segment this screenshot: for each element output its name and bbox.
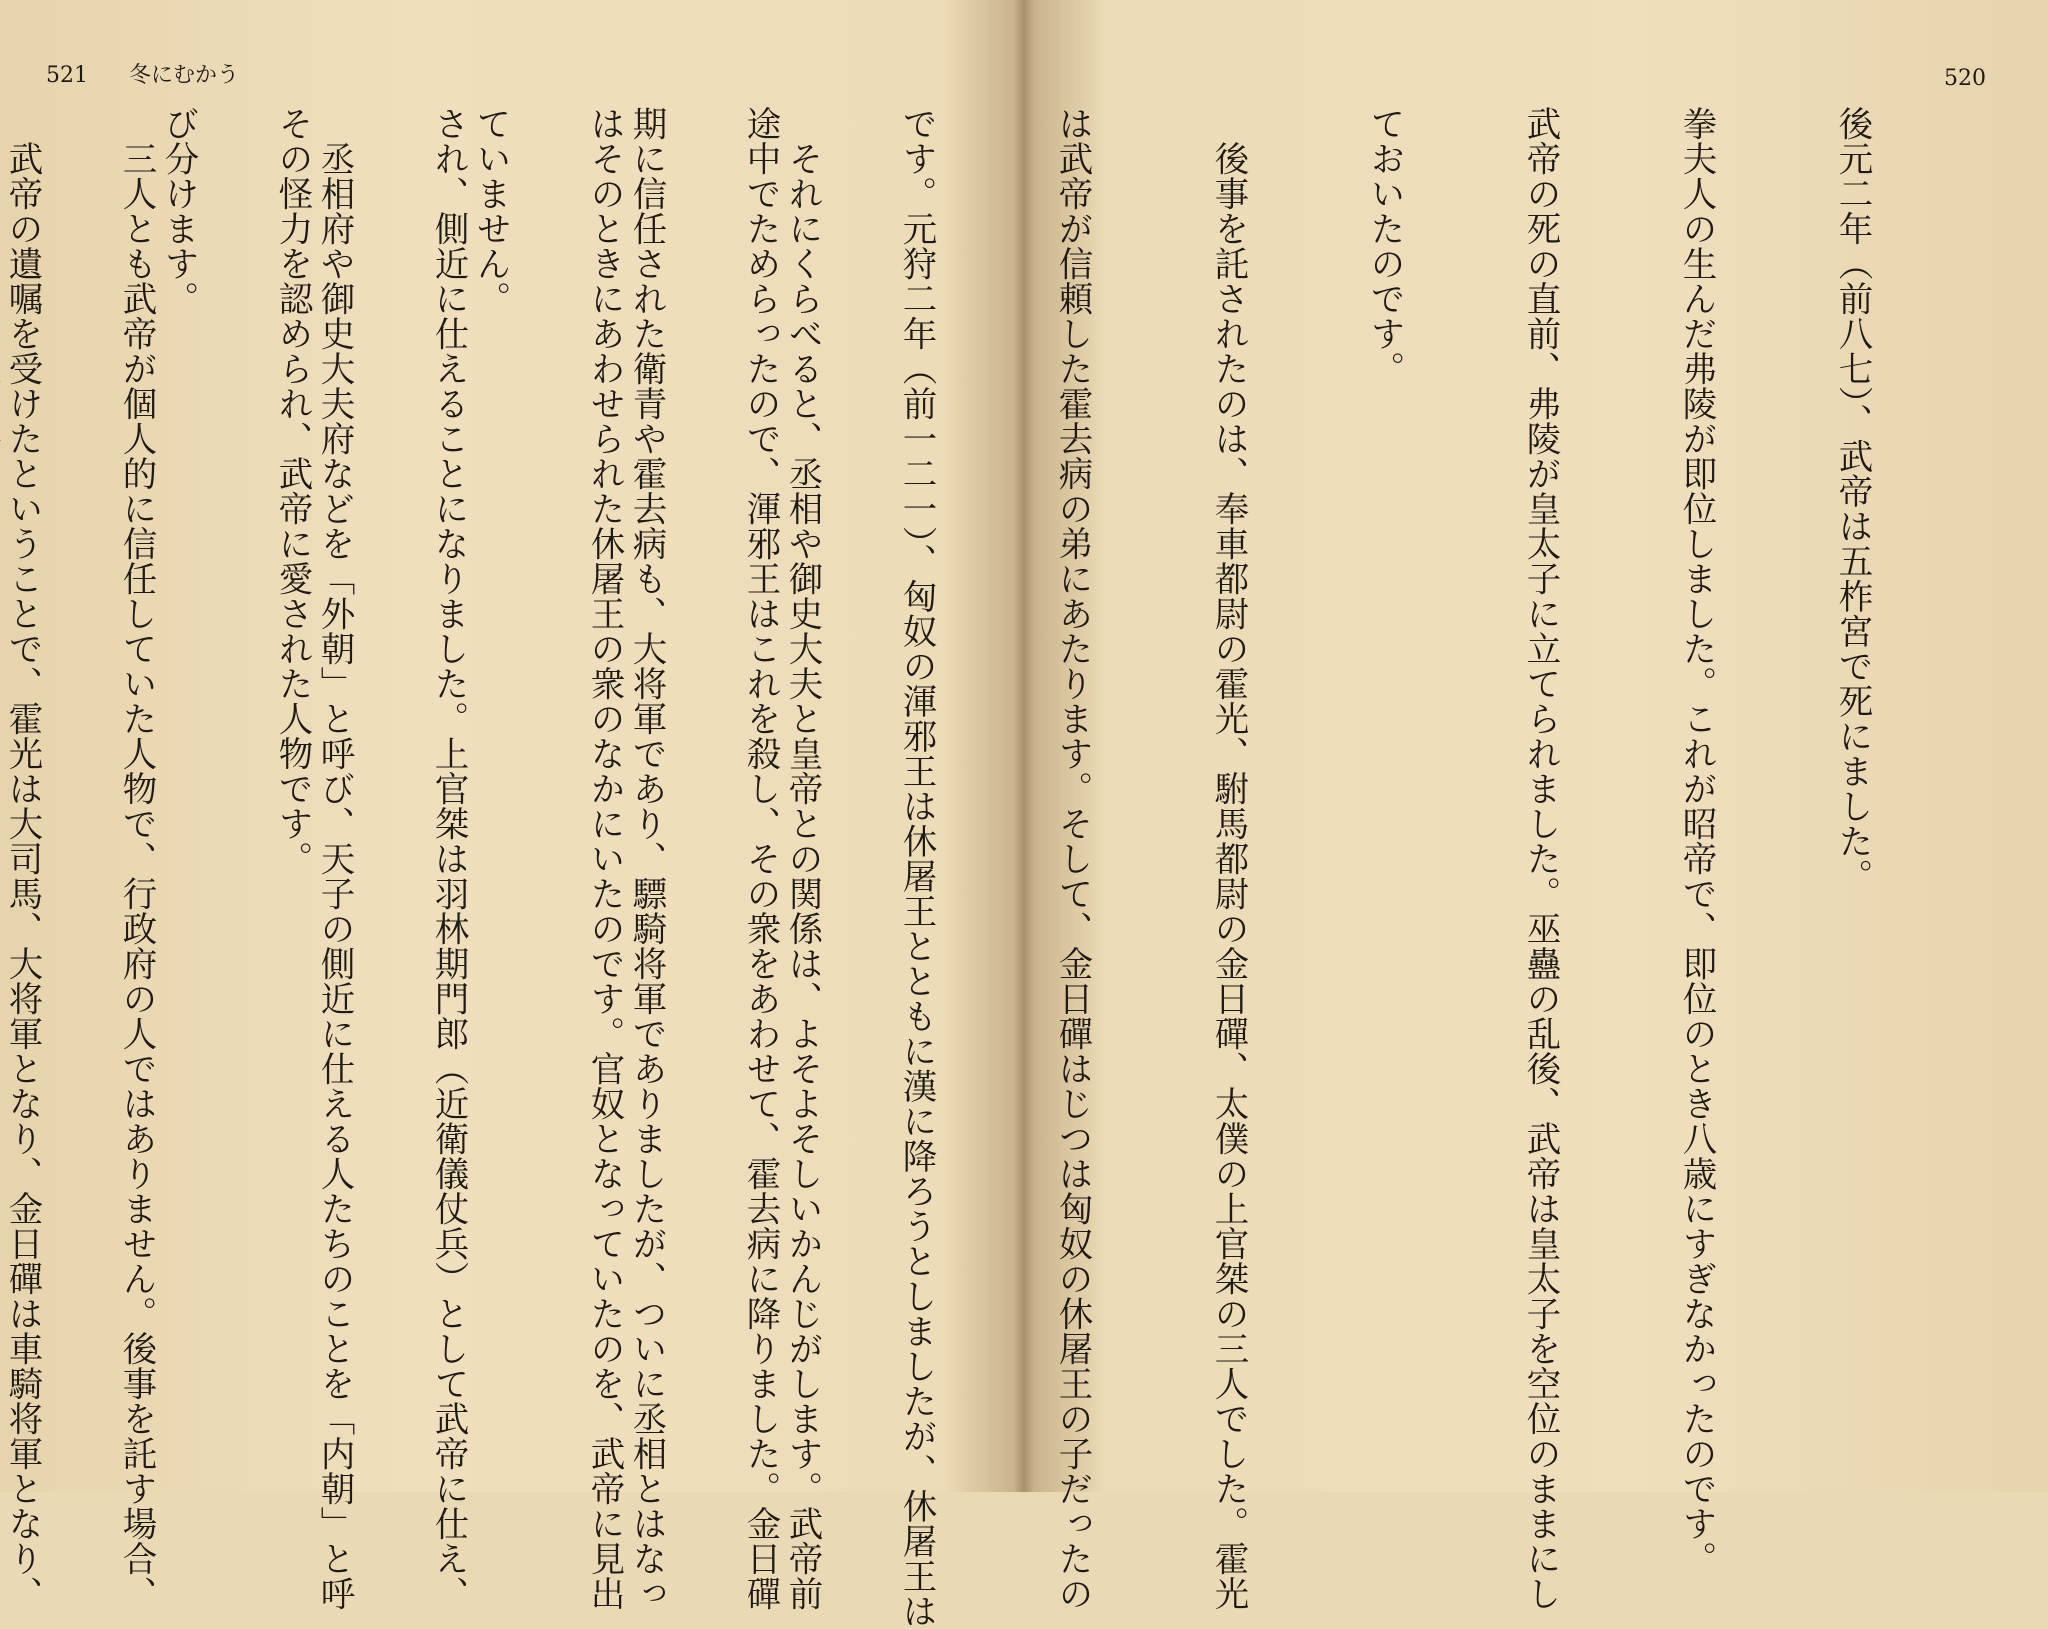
text-line [0,106,6,1446]
text-line: はそのときにあわせられた休屠王の衆のなかにいたのです。官奴となっていたのを、武帝に見出 [584,106,624,1611]
text-line: 途中でためらったので、渾邪王はこれを殺し、その衆をあわせて、霍去病に降りました。金日磾 [740,106,780,1611]
text-line: 武帝の死の直前、弗陵が皇太子に立てられました。巫蠱の乱後、武帝は皇太子を空位のままにし [1520,106,1560,1611]
text-line: ておいたのです。 [1364,106,1404,386]
text-line: 丞相府や御史大夫府などを「外朝」と呼び、天子の側近に仕える人たちのことを「内朝」と呼 [314,106,354,1611]
text-line: それにくらべると、丞相や御史大夫と皇帝との関係は、よそよそしいかんじがします。武帝前 [782,106,822,1611]
text-line: 後元二年（前八七）、武帝は五柞宮で死にました。 [1832,106,1872,894]
left-page-number: 521 [46,63,88,88]
text-line: 期に信任された衛青や霍去病も、大将軍であり、驃騎将軍でありましたが、ついに丞相とはなっ [626,106,666,1611]
text-line: 武帝の遺嘱を受けたということで、霍光は大司馬、大将軍となり、金日磾は車騎将軍となり、 [2,106,42,1611]
text-line: です。元狩二年（前一二一）、匈奴の渾邪王は休屠王とともに漢に降ろうとしましたが、休屠王は [896,106,936,1629]
text-line: は武帝が信頼した霍去病の弟にあたります。そして、金日磾はじつは匈奴の休屠王の子だったの [1052,106,1092,1611]
text-line: 三人とも武帝が個人的に信任していた人物で、行政府の人ではありません。後事を託す場合、 [116,106,156,1611]
text-line: その怪力を認められ、武帝に愛された人物です。 [272,106,312,876]
text-line: び分けます。 [158,106,198,316]
left-page-header [46,58,239,89]
text-line: され、側近に仕えることになりました。上官桀は羽林期門郎（近衛儀仗兵）として武帝に仕え、 [428,106,468,1611]
right-page-number: 520 [1944,66,1986,91]
running-title: 冬にむかう [129,63,240,88]
text-line: 拳夫人の生んだ弗陵が即位しました。これが昭帝で、即位のとき八歳にすぎなかったのです。 [1676,106,1716,1576]
text-line: ていません。 [470,106,510,316]
text-line: 後事を託されたのは、奉車都尉の霍光、駙馬都尉の金日磾、太僕の上官桀の三人でした。霍光 [1208,106,1248,1611]
